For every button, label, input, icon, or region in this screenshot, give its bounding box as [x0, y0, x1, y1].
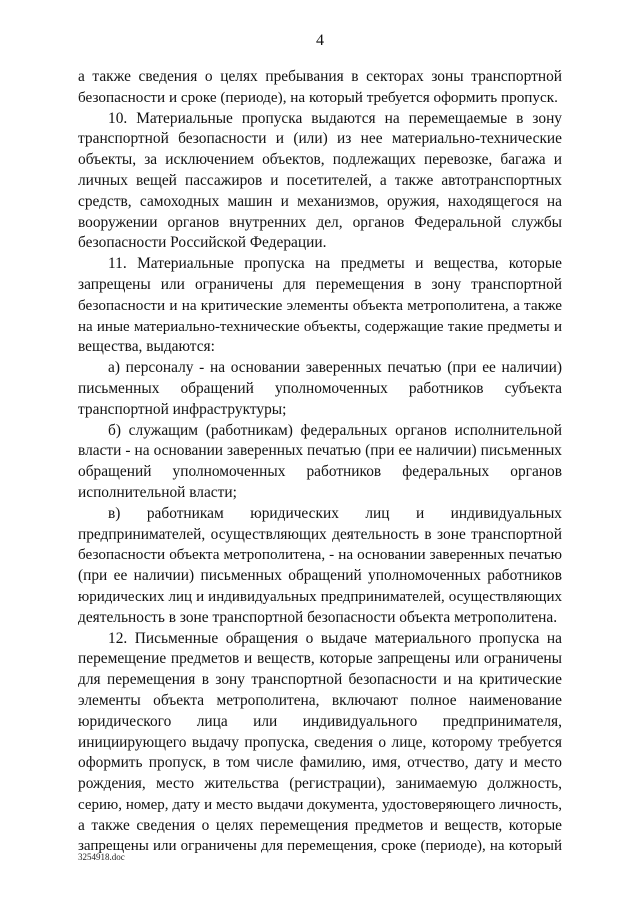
text-line: деятельность в зоне транспортной безопасности объекта метрополитена.	[78, 608, 558, 626]
text-line: а также сведения о целях пребывания в секторах зоны транспортной	[78, 68, 562, 85]
text-line: предпринимателей, осуществляющих деятельность в зоне транспортной	[78, 525, 562, 543]
text-line: обращений уполномоченных работников федеральных органов	[78, 463, 562, 481]
text-line: власти - на основании заверенных печатью (при ее наличии) письменных	[78, 442, 562, 460]
text-line: вооружении органов внутренних дел, органов Федеральной службы	[78, 213, 562, 231]
text-line: для перемещения в зону транспортной безопасности и на критические	[78, 671, 562, 689]
text-line: безопасности и на критические элементы объекта метрополитена, а также	[78, 296, 562, 314]
text-line: оформить пропуск, в том числе фамилию, имя, отчество, дату и место	[78, 754, 562, 772]
text-line: письменных обращений уполномоченных работников субъекта	[78, 379, 562, 397]
text-line: а также сведения о целях перемещения предметов и веществ, которые	[78, 816, 562, 834]
text-line: запрещены или ограничены для перемещения, сроке (периоде), на который	[78, 838, 562, 855]
subitem-b-start: б) служащим (работникам) федеральных органов исполнительной	[108, 421, 562, 439]
text-line: объекты, за исключением объектов, подлежащих перевозке, багажа и	[78, 151, 562, 169]
document-body	[78, 67, 562, 857]
text-line: (при ее наличии) письменных обращений уполномоченных работников	[78, 567, 562, 585]
text-line: личных вещей пассажиров и посетителей, а также автотранспортных	[78, 171, 562, 189]
paragraph-10-start: 10. Материальные пропуска выдаются на перемещаемые в зону	[108, 109, 562, 127]
text-line: исполнительной власти;	[78, 483, 237, 501]
text-line: запрещены или ограничены для перемещения в зону транспортной	[78, 275, 562, 293]
file-name-footer: 3254918.doc	[78, 852, 125, 862]
subitem-a-start: а) персоналу - на основании заверенных печатью (при ее наличии)	[108, 359, 562, 377]
paragraph-11-start: 11. Материальные пропуска на предметы и вещества, которые	[108, 255, 562, 273]
text-line: вещества, выдаются:	[78, 338, 215, 356]
text-line: серию, номер, дату и место выдачи документа, удостоверяющего личность,	[78, 796, 562, 813]
text-line: транспортной безопасности и (или) из нее материально-технические	[78, 130, 562, 148]
text-line: безопасности объекта метрополитена, - на основании заверенных печатью	[78, 546, 562, 564]
subitem-v-start: в) работникам юридических лиц и индивидуальных	[108, 504, 562, 522]
text-line: юридических лиц и индивидуальных предпринимателей, осуществляющих	[78, 588, 562, 605]
text-line: рождения, место жительства (регистрации), занимаемую должность,	[78, 775, 562, 793]
page-number: 4	[316, 32, 324, 49]
text-line: юридического лица или индивидуального предпринимателя,	[78, 712, 562, 730]
text-line: на иные материально-технические объекты, содержащие такие предметы и	[78, 318, 562, 335]
text-line: безопасности Российской Федерации.	[78, 234, 327, 252]
text-line: перемещение предметов и веществ, которые запрещены или ограничены	[78, 650, 562, 668]
text-line: средств, самоходных машин и механизмов, оружия, находящегося на	[78, 192, 562, 210]
paragraph-12-start: 12. Письменные обращения о выдаче материального пропуска на	[108, 629, 562, 647]
text-line: элементы объекта метрополитена, включают полное наименование	[78, 691, 562, 709]
text-line: безопасности и сроке (периоде), на который требуется оформить пропуск.	[78, 88, 558, 106]
text-line: транспортной инфраструктуры;	[78, 400, 287, 418]
text-line: инициирующего выдачу пропуска, сведения о лице, которому требуется	[78, 733, 562, 751]
